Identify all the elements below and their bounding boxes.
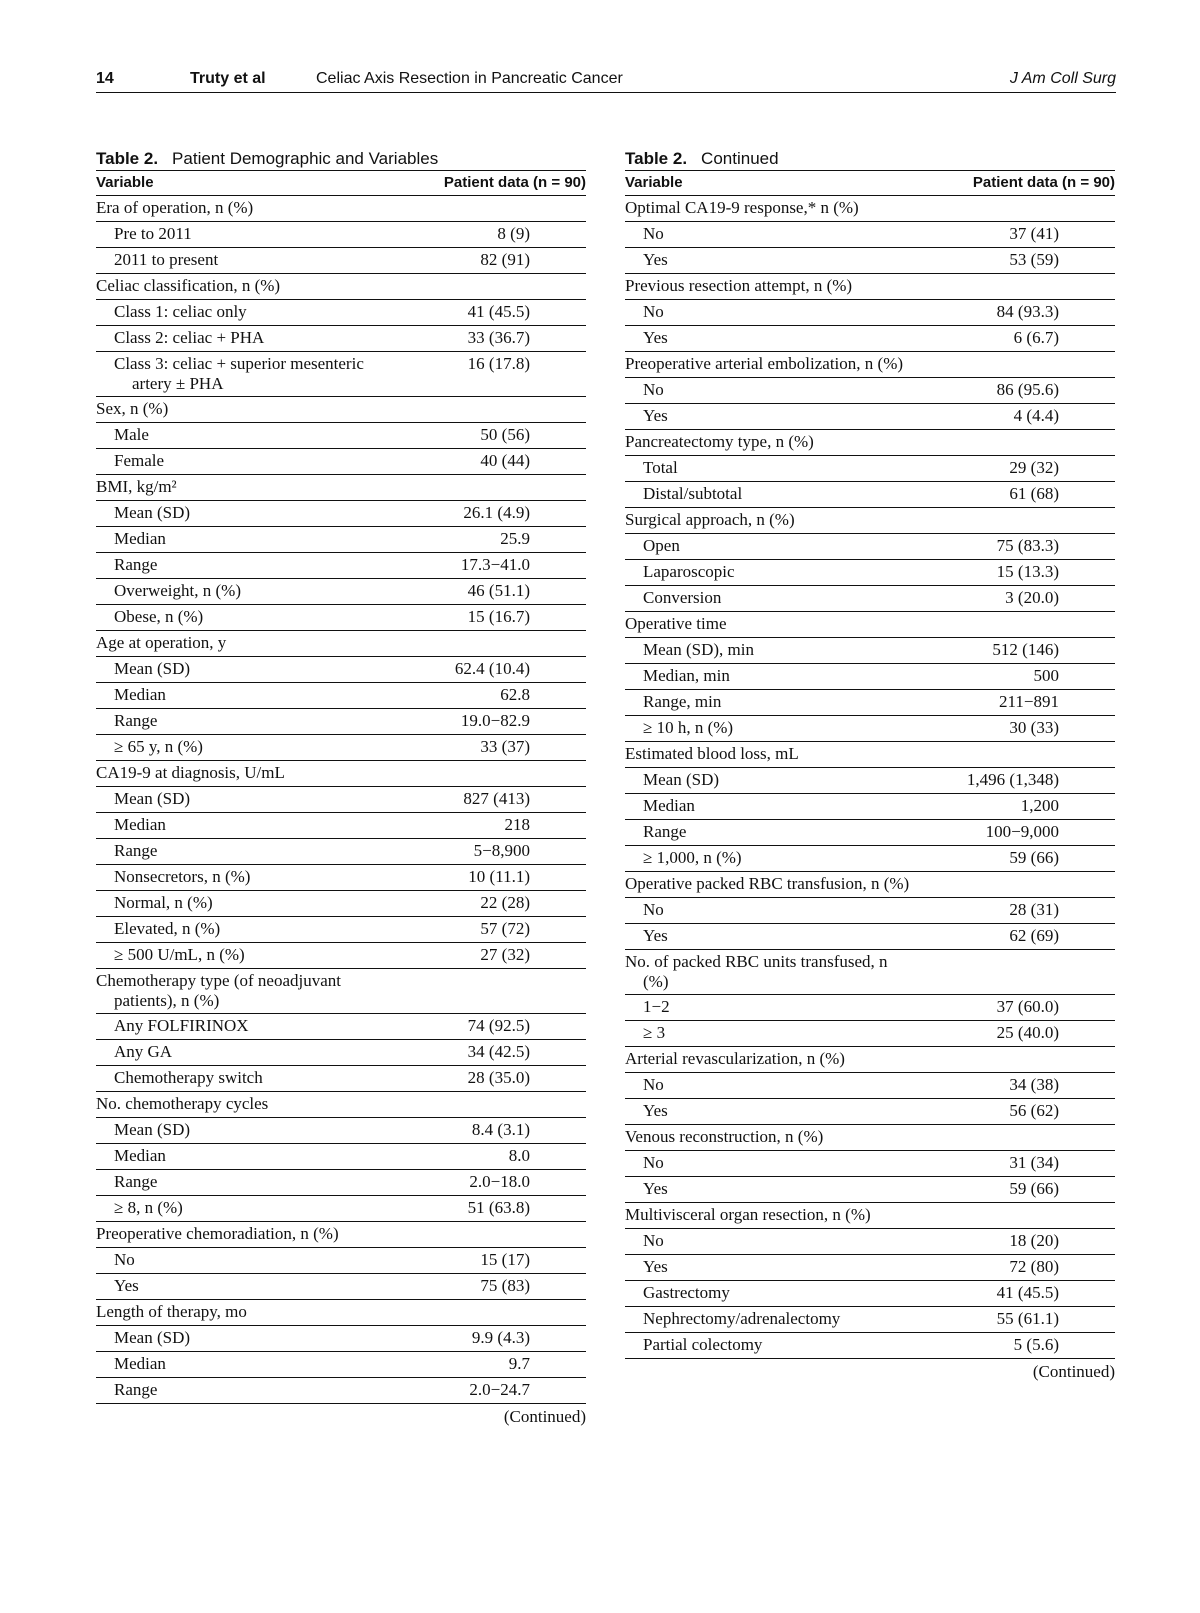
row-label: No [643,1231,664,1250]
table-row [96,1144,586,1170]
row-label: Age at operation, y [96,633,227,652]
table-row [96,813,586,839]
table-row [625,1125,1115,1151]
table-row [625,274,1115,300]
row-value: 62 (69) [1009,926,1059,945]
row-value: 51 (63.8) [467,1198,530,1217]
row-label: Range, min [643,692,722,711]
table-column-header [96,171,586,196]
table-row [625,872,1115,898]
table-row [625,664,1115,690]
row-value: 1,200 [1020,796,1059,815]
column-patient-data: Patient data (n = 90) [443,174,586,191]
row-label: ≥ 8, n (%) [114,1198,183,1217]
row-value: 512 (146) [992,640,1059,659]
table-row [96,631,586,657]
row-value: 827 (413) [463,789,530,808]
row-value: 82 (91) [480,250,530,269]
row-label: ≥ 1,000, n (%) [643,848,742,867]
running-authors: Truty et al [190,70,266,87]
row-value: 84 (93.3) [996,302,1059,321]
journal-name: J Am Coll Surg [1009,70,1116,87]
table-row [625,404,1115,430]
row-value: 22 (28) [480,893,530,912]
row-value: 59 (66) [1009,848,1059,867]
row-value: 27 (32) [480,945,530,964]
table-row [625,1203,1115,1229]
row-label: ≥ 500 U/mL, n (%) [114,945,245,964]
row-label: Range [114,1380,158,1399]
table-row [96,248,586,274]
table-row [625,248,1115,274]
table-row [96,326,586,352]
row-label: Distal/subtotal [643,484,743,503]
row-label: Total [643,458,678,477]
table-row [625,1281,1115,1307]
table-title: Patient Demographic and Variables [172,149,439,168]
column-variable: Variable [625,174,683,191]
row-value: 37 (41) [1009,224,1059,243]
table-row [96,300,586,326]
table-row [96,449,586,475]
table-row [625,846,1115,872]
table-row [96,761,586,787]
row-value: 55 (61.1) [996,1309,1059,1328]
row-label: Estimated blood loss, mL [625,744,799,763]
row-value: 28 (35.0) [467,1068,530,1087]
table-row [96,1118,586,1144]
row-label: Class 1: celiac only [114,302,247,321]
table-row [625,716,1115,742]
row-value: 8.0 [508,1146,530,1165]
table-caption [625,148,1115,171]
row-label: Laparoscopic [643,562,735,581]
table-row [625,1151,1115,1177]
table-row [96,709,586,735]
row-value: 500 [1033,666,1059,685]
table-row [625,456,1115,482]
row-label: CA19-9 at diagnosis, U/mL [96,763,285,782]
row-label: Mean (SD) [114,659,191,678]
row-label: Median [114,529,166,548]
row-value: 18 (20) [1009,1231,1059,1250]
row-value: 61 (68) [1009,484,1059,503]
table-row [625,924,1115,950]
row-label: Median [114,685,166,704]
row-label: No [643,1153,664,1172]
table-row [96,501,586,527]
table-caption [96,148,586,171]
row-label: Range [114,841,158,860]
row-value: 211−891 [999,692,1059,711]
table-label: Table 2. [625,149,688,168]
table-row [625,690,1115,716]
table-row [96,1014,586,1040]
table-row [96,222,586,248]
row-label: Preoperative chemoradiation, n (%) [96,1224,339,1243]
row-value: 100−9,000 [985,822,1059,841]
row-label: Nonsecretors, n (%) [114,867,251,886]
row-label: Optimal CA19-9 response,* n (%) [625,198,859,217]
table-row [96,579,586,605]
table-row [625,1021,1115,1047]
row-value: 86 (95.6) [996,380,1059,399]
row-label: Range [114,1172,158,1191]
row-value: 75 (83.3) [996,536,1059,555]
table-row [96,1300,586,1326]
row-label: Median [114,815,166,834]
row-label: Mean (SD) [114,789,191,808]
table-row [96,1248,586,1274]
table-row [625,430,1115,456]
row-value: 10 (11.1) [468,867,530,886]
row-value: 75 (83) [480,1276,530,1295]
table-2-left [96,148,586,1427]
table-row [625,560,1115,586]
table-row [96,787,586,813]
row-label: Operative time [625,614,727,633]
table-row [96,1222,586,1248]
row-value: 59 (66) [1009,1179,1059,1198]
row-label: Elevated, n (%) [114,919,221,938]
table-row [96,891,586,917]
table-row [96,683,586,709]
row-value: 37 (60.0) [996,997,1059,1016]
table-row [96,1196,586,1222]
row-label: Open [643,536,680,555]
table-row [96,1274,586,1300]
row-label: Class 3: celiac + superior mesenteric artery ± PHA [114,354,364,393]
table-row [625,586,1115,612]
row-label: Mean (SD) [114,1328,191,1347]
row-label: Celiac classification, n (%) [96,276,281,295]
table-row [96,605,586,631]
table-row [625,1307,1115,1333]
row-label: No [643,900,664,919]
table-row [625,534,1115,560]
table-row [625,196,1115,222]
row-value: 34 (42.5) [467,1042,530,1061]
row-label: Chemotherapy switch [114,1068,263,1087]
table-row [625,300,1115,326]
table-row [625,1333,1115,1359]
row-label: Yes [643,1179,668,1198]
row-label: Range [114,711,158,730]
row-label: No [643,224,664,243]
table-row [625,1229,1115,1255]
table-row [96,1378,586,1404]
row-label: Range [643,822,687,841]
table-row [96,1352,586,1378]
row-value: 25 (40.0) [996,1023,1059,1042]
column-variable: Variable [96,174,154,191]
row-value: 25.9 [500,529,530,548]
row-label: Yes [643,926,668,945]
row-value: 62.4 (10.4) [454,659,530,678]
row-value: 16 (17.8) [467,354,530,373]
row-label: No [643,380,664,399]
table-row [625,950,1115,995]
table-row [96,1326,586,1352]
row-value: 3 (20.0) [1005,588,1059,607]
table-row [96,1092,586,1118]
row-label: Any GA [114,1042,173,1061]
row-value: 19.0−82.9 [460,711,530,730]
row-label: Multivisceral organ resection, n (%) [625,1205,871,1224]
row-value: 28 (31) [1009,900,1059,919]
row-label: Class 2: celiac + PHA [114,328,265,347]
row-label: Operative packed RBC transfusion, n (%) [625,874,910,893]
row-label: Partial colectomy [643,1335,763,1354]
row-label: Female [114,451,165,470]
row-label: Median [114,1146,166,1165]
continued-note: (Continued) [1032,1362,1115,1381]
row-label: ≥ 3 [643,1023,666,1042]
table-row [625,742,1115,768]
row-label: Preoperative arterial embolization, n (%) [625,354,904,373]
row-label: Era of operation, n (%) [96,198,254,217]
row-value: 46 (51.1) [467,581,530,600]
table-row [96,553,586,579]
row-label: No. of packed RBC units transfused, n (%) [625,952,888,991]
row-value: 72 (80) [1009,1257,1059,1276]
row-value: 6 (6.7) [1013,328,1059,347]
row-label: No. chemotherapy cycles [96,1094,269,1113]
row-value: 5 (5.6) [1013,1335,1059,1354]
row-label: ≥ 65 y, n (%) [114,737,203,756]
row-value: 56 (62) [1009,1101,1059,1120]
row-label: Overweight, n (%) [114,581,241,600]
table-row [96,943,586,969]
row-label: Mean (SD) [114,503,191,522]
table-row [96,865,586,891]
continued-note: (Continued) [503,1407,586,1426]
page-number: 14 [96,70,114,87]
row-value: 57 (72) [480,919,530,938]
row-value: 62.8 [500,685,530,704]
row-label: Arterial revascularization, n (%) [625,1049,845,1068]
table-body [625,196,1115,1359]
row-value: 2.0−18.0 [469,1172,530,1191]
table-row [96,1040,586,1066]
row-value: 33 (37) [480,737,530,756]
row-value: 40 (44) [480,451,530,470]
row-value: 15 (16.7) [467,607,530,626]
table-row [625,1099,1115,1125]
row-value: 15 (17) [480,1250,530,1269]
row-value: 41 (45.5) [467,302,530,321]
row-label: No [643,302,664,321]
running-header [96,66,1116,93]
row-label: Mean (SD) [114,1120,191,1139]
row-label: Yes [643,250,668,269]
table-row [625,1047,1115,1073]
row-label: Chemotherapy type (of neoadjuvant patients), n (%) [96,971,342,1010]
row-label: Length of therapy, mo [96,1302,247,1321]
row-value: 2.0−24.7 [469,1380,530,1399]
row-value: 9.7 [508,1354,530,1373]
row-label: Pancreatectomy type, n (%) [625,432,814,451]
row-label: Yes [114,1276,139,1295]
table-row [96,969,586,1014]
row-label: Gastrectomy [643,1283,730,1302]
table-row [625,820,1115,846]
row-value: 5−8,900 [473,841,530,860]
row-value: 53 (59) [1009,250,1059,269]
row-value: 34 (38) [1009,1075,1059,1094]
table-row [625,482,1115,508]
table-row [96,352,586,397]
row-label: Median [643,796,695,815]
table-row [96,735,586,761]
table-2-right [625,148,1115,1382]
table-row [96,397,586,423]
table-column-header [625,171,1115,196]
row-label: 1−2 [643,997,670,1016]
row-label: No [643,1075,664,1094]
row-label: Normal, n (%) [114,893,213,912]
row-value: 26.1 (4.9) [463,503,530,522]
row-label: Median [114,1354,166,1373]
table-body [96,196,586,1404]
table-row [625,768,1115,794]
table-row [625,612,1115,638]
row-label: Median, min [643,666,730,685]
row-value: 33 (36.7) [467,328,530,347]
row-value: 74 (92.5) [467,1016,530,1035]
row-label: No [114,1250,135,1269]
table-row [96,423,586,449]
row-value: 218 [504,815,530,834]
row-label: Obese, n (%) [114,607,204,626]
table-row [96,1066,586,1092]
row-label: ≥ 10 h, n (%) [643,718,734,737]
table-row [625,352,1115,378]
row-value: 8.4 (3.1) [471,1120,530,1139]
row-label: Male [114,425,149,444]
row-label: Previous resection attempt, n (%) [625,276,853,295]
row-label: Venous reconstruction, n (%) [625,1127,824,1146]
row-label: Pre to 2011 [114,224,192,243]
row-value: 17.3−41.0 [460,555,530,574]
row-label: 2011 to present [114,250,219,269]
row-value: 30 (33) [1009,718,1059,737]
table-row [96,527,586,553]
table-row [625,794,1115,820]
row-label: Any FOLFIRINOX [114,1016,249,1035]
table-row [625,508,1115,534]
column-patient-data: Patient data (n = 90) [972,174,1115,191]
row-label: BMI, kg/m² [96,477,177,496]
row-label: Surgical approach, n (%) [625,510,795,529]
table-row [96,657,586,683]
row-value: 4 (4.4) [1013,406,1059,425]
table-row [96,1170,586,1196]
table-row [96,475,586,501]
row-label: Nephrectomy/adrenalectomy [643,1309,841,1328]
row-label: Yes [643,1101,668,1120]
row-label: Mean (SD) [643,770,720,789]
table-label: Table 2. [96,149,159,168]
row-label: Range [114,555,158,574]
table-row [625,638,1115,664]
table-row [625,326,1115,352]
table-row [96,196,586,222]
row-label: Yes [643,406,668,425]
row-value: 31 (34) [1009,1153,1059,1172]
row-value: 9.9 (4.3) [471,1328,530,1347]
table-row [625,378,1115,404]
row-value: 15 (13.3) [996,562,1059,581]
table-row [625,1177,1115,1203]
table-title: Continued [701,149,779,168]
row-value: 50 (56) [480,425,530,444]
table-row [625,898,1115,924]
row-value: 1,496 (1,348) [966,770,1059,789]
table-row [96,274,586,300]
row-label: Yes [643,1257,668,1276]
table-row [625,222,1115,248]
row-value: 41 (45.5) [996,1283,1059,1302]
table-row [625,1255,1115,1281]
row-label: Conversion [643,588,722,607]
table-row [625,995,1115,1021]
running-title: Celiac Axis Resection in Pancreatic Cancer [316,70,623,87]
row-label: Sex, n (%) [96,399,169,418]
row-value: 8 (9) [497,224,530,243]
table-row [96,917,586,943]
row-label: Yes [643,328,668,347]
table-row [96,839,586,865]
table-row [625,1073,1115,1099]
row-value: 29 (32) [1009,458,1059,477]
row-label: Mean (SD), min [643,640,754,659]
